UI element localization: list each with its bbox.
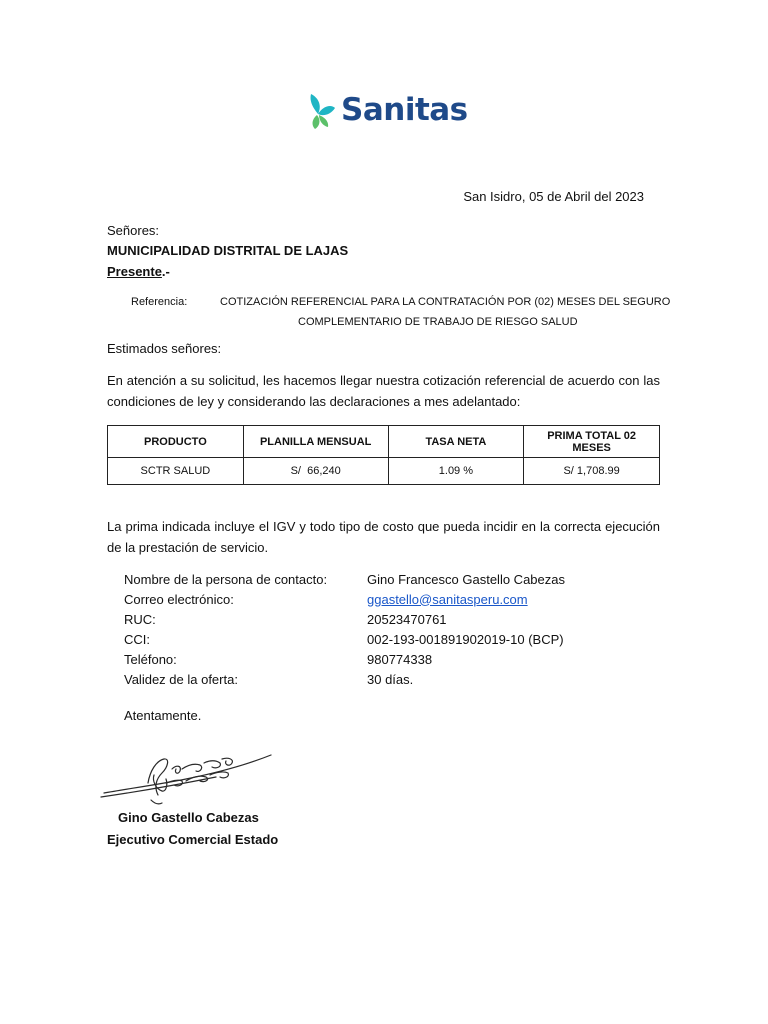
column-header-planilla-mensual: PLANILLA MENSUAL <box>243 426 388 458</box>
quote-table <box>107 425 660 485</box>
presente-line <box>107 264 170 279</box>
contact-label: Correo electrónico: <box>124 591 234 607</box>
company-logo <box>305 90 468 130</box>
signer-name: Gino Gastello Cabezas <box>118 810 259 825</box>
email-link[interactable]: ggastello@sanitasperu.com <box>367 591 528 607</box>
sanitas-leaf-icon <box>305 90 337 130</box>
column-header-producto: PRODUCTO <box>108 426 244 458</box>
contact-label: Nombre de la persona de contacto: <box>124 571 328 587</box>
contact-row-name <box>124 569 565 589</box>
contact-label: RUC: <box>124 611 156 627</box>
contact-row-email <box>124 589 565 609</box>
presente-suffix: .- <box>161 264 170 279</box>
contact-details <box>124 569 565 689</box>
reference-text-line2: COMPLEMENTARIO DE TRABAJO DE RIESGO SALUD <box>298 316 578 328</box>
signer-title: Ejecutivo Comercial Estado <box>107 832 279 847</box>
contact-row-cci <box>124 629 565 649</box>
contact-row-validity <box>124 669 565 689</box>
contact-value: 20523470761 <box>367 611 447 627</box>
contact-label: CCI: <box>124 631 150 647</box>
contact-row-phone <box>124 649 565 669</box>
contact-row-ruc <box>124 609 565 629</box>
handwritten-signature <box>96 745 276 813</box>
contact-label: Teléfono: <box>124 651 177 667</box>
recipient-name: MUNICIPALIDAD DISTRITAL DE LAJAS <box>107 243 349 258</box>
reference-text-line1: COTIZACIÓN REFERENCIAL PARA LA CONTRATACIÓN POR (02) MESES DEL SEGURO <box>220 296 671 308</box>
presente-word: Presente <box>107 264 162 279</box>
contact-label: Validez de la oferta: <box>124 671 238 687</box>
contact-value: 980774338 <box>367 651 433 667</box>
intro-paragraph: En atención a su solicitud, les hacemos llegar nuestra cotización referencial de acuerdo con las condiciones de ley y considerando las declaraciones a mes adelantado: <box>107 373 660 409</box>
column-header-prima-total: PRIMA TOTAL 02 MESES <box>524 426 660 458</box>
premium-note-paragraph: La prima indicada incluye el IGV y todo tipo de costo que pueda incidir en la correcta ejecución de la prestación de servicio. <box>107 519 660 555</box>
letter-date: San Isidro, 05 de Abril del 2023 <box>463 189 644 204</box>
table-header-row <box>108 426 660 458</box>
contact-value: Gino Francesco Gastello Cabezas <box>367 571 565 587</box>
logo-wordmark: Sanitas <box>341 91 468 128</box>
salutation: Estimados señores: <box>107 341 222 356</box>
greeting: Señores: <box>107 223 160 238</box>
cell-planilla-mensual: S/ 66,240 <box>243 458 388 485</box>
cell-producto: SCTR SALUD <box>108 458 244 485</box>
table-row <box>108 458 660 485</box>
contact-value: 30 días. <box>367 671 414 687</box>
column-header-tasa-neta: TASA NETA <box>388 426 524 458</box>
contact-value: 002-193-001891902019-10 (BCP) <box>367 631 564 647</box>
cell-prima-total: S/ 1,708.99 <box>524 458 660 485</box>
closing: Atentamente. <box>124 708 202 723</box>
cell-tasa-neta: 1.09 % <box>388 458 524 485</box>
reference-label: Referencia: <box>131 296 188 308</box>
